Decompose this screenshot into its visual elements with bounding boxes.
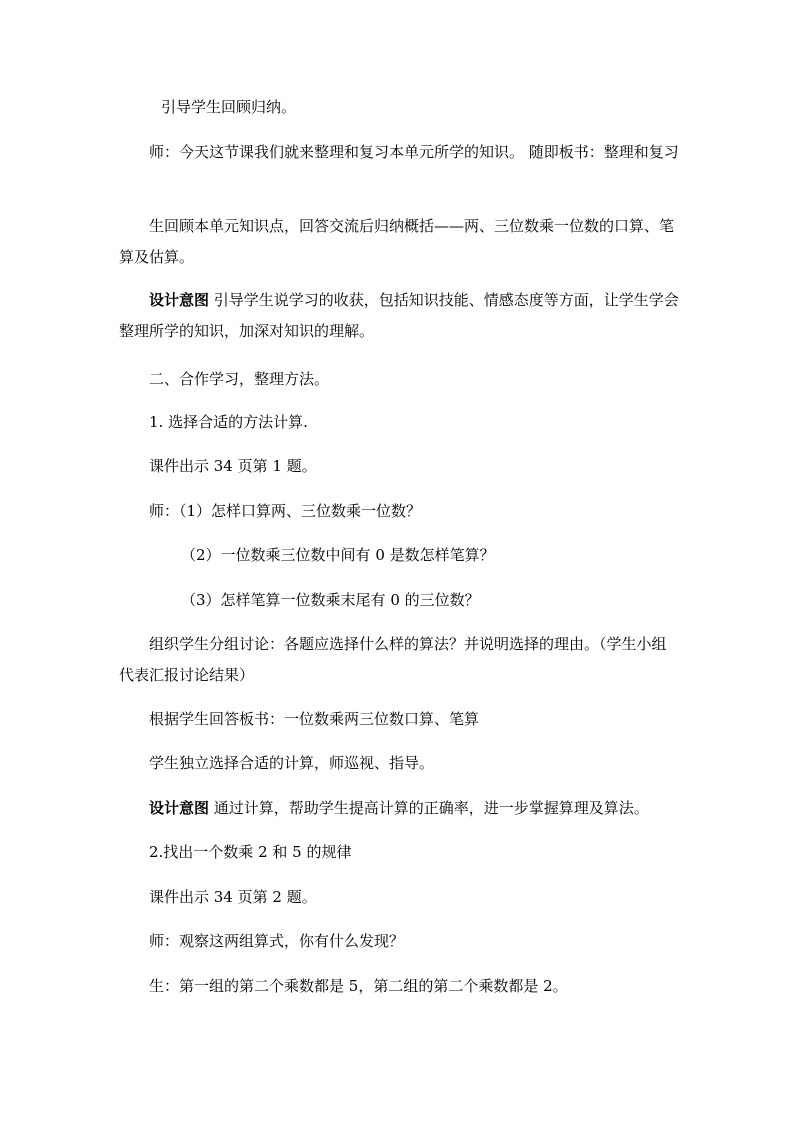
design-intent-label: 设计意图: [149, 799, 210, 817]
design-intent-text: 通过计算，帮助学生提高计算的正确率，进一步掌握算理及算法。: [209, 799, 649, 817]
paragraph-student-answer: 生：第一组的第二个乘数都是 5，第二组的第二个乘数都是 2。: [149, 977, 568, 995]
paragraph-slide-problem-1: 课件出示 34 页第 1 题。: [149, 457, 317, 475]
paragraph-design-intent-2: [119, 793, 679, 824]
paragraph-teacher-question-2: （2）一位数乘三位数中间有 0 是数怎样笔算？: [181, 546, 495, 564]
paragraph-group-discussion: 组织学生分组讨论：各题应选择什么样的算法？并说明选择的理由。（学生小组代表汇报讨论结果）: [119, 635, 667, 684]
paragraph-board-writing: 根据学生回答板书：一位数乘两三位数口算、笔算: [149, 710, 480, 728]
paragraph-design-intent-1: [119, 285, 679, 347]
paragraph-student-review: 生回顾本单元知识点，回答交流后归纳概括——两、三位数乘一位数的口算、笔算及估算。: [119, 217, 675, 266]
section-heading-cooperative-learning: 二、合作学习，整理方法。: [149, 370, 330, 388]
subheading-multiply-rule: 2.找出一个数乘 2 和 5 的规律: [149, 843, 352, 861]
paragraph-teacher-question-1: 师：（1）怎样口算两、三位数乘一位数？: [149, 502, 422, 520]
paragraph-teacher-question-3: （3）怎样笔算一位数乘末尾有 0 的三位数？: [181, 591, 480, 609]
paragraph-slide-problem-2: 课件出示 34 页第 2 题。: [149, 888, 317, 906]
paragraph-independent-practice: 学生独立选择合适的计算，师巡视、指导。: [149, 754, 435, 772]
design-intent-label: 设计意图: [149, 291, 210, 309]
subheading-choose-method: 1. 选择合适的方法计算.: [149, 413, 308, 431]
paragraph-teacher-intro: 师：今天这节课我们就来整理和复习本单元所学的知识。 随即板书：整理和复习: [149, 143, 679, 161]
paragraph-teacher-observe: 师：观察这两组算式，你有什么发现？: [149, 932, 405, 950]
design-intent-text: 引导学生说学习的收获，包括知识技能、情感态度等方面，让学生学会整理所学的知识，加深对知识的理解。: [119, 291, 679, 340]
paragraph-review-guide: 引导学生回顾归纳。: [161, 98, 297, 116]
